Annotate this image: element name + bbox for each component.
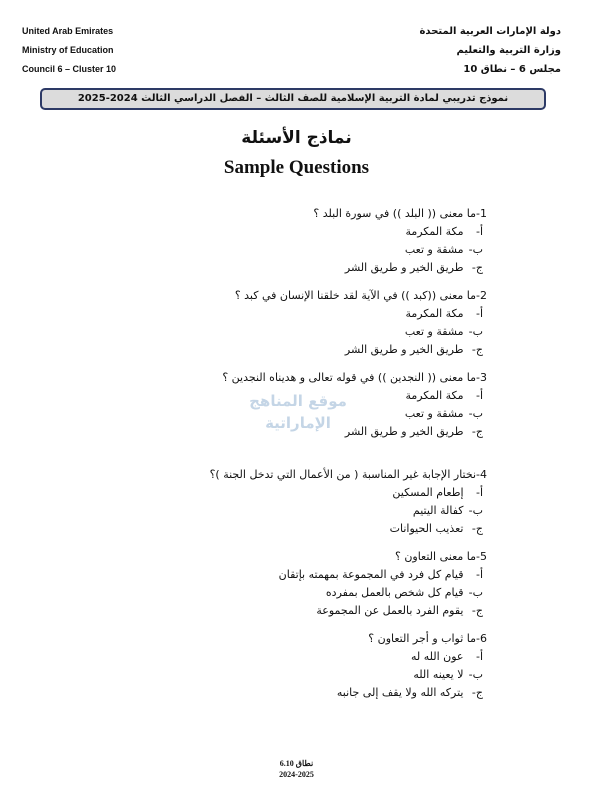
option-marker: ج-: [471, 604, 483, 617]
question-text: 6-ما ثواب و أجر التعاون ؟: [368, 632, 487, 645]
option-a: [279, 566, 487, 584]
option-a: [222, 387, 487, 405]
option-text: مشقة و تعب: [404, 407, 464, 420]
option-marker: ب-: [468, 504, 483, 517]
question-text: 3-ما معنى (( النجدين )) في قوله تعالى و هديناه النجدين ؟: [222, 371, 487, 384]
option-b: [337, 666, 487, 684]
option-marker: ب-: [468, 407, 483, 420]
option-c: [235, 341, 487, 359]
option-a: [210, 484, 487, 502]
subject-banner: نموذج تدريبي لمادة التربية الإسلامية للصف الثالث – الفصل الدراسي الثالث 2024-2025: [40, 88, 546, 110]
option-marker: ب-: [468, 586, 483, 599]
option-marker: ج-: [471, 261, 483, 274]
option-text: كفالة اليتيم: [412, 504, 464, 517]
option-a: [235, 305, 487, 323]
option-text: قيام كل فرد في المجموعة بمهمته بإتقان: [278, 568, 464, 581]
option-marker: ب-: [468, 668, 483, 681]
option-marker: ج-: [471, 686, 483, 699]
option-text: مشقة و تعب: [404, 325, 464, 338]
question-text: 1-ما معنى (( البلد )) في سورة البلد ؟: [313, 207, 487, 220]
page-footer: [0, 758, 593, 780]
option-marker: أ-: [475, 225, 483, 238]
option-marker: ج-: [471, 425, 483, 438]
option-text: مكة المكرمة: [405, 307, 464, 320]
header-council-ar: مجلس 6 – نطاق 10: [463, 64, 561, 75]
header-country-en: United Arab Emirates: [22, 26, 114, 36]
option-marker: ج-: [471, 522, 483, 535]
question-6: [337, 630, 487, 702]
option-marker: أ-: [475, 568, 483, 581]
question-2: [235, 287, 487, 359]
option-c: [337, 684, 487, 702]
option-text: طريق الخير و طريق الشر: [344, 343, 464, 356]
option-text: لا يعينه الله: [413, 668, 464, 681]
option-b: [235, 323, 487, 341]
option-marker: أ-: [475, 650, 483, 663]
option-a: [313, 223, 487, 241]
option-text: يتركه الله ولا يقف إلى جانبه: [336, 686, 464, 699]
question-1: [313, 205, 487, 277]
question-text: 5-ما معنى التعاون ؟: [394, 550, 487, 563]
option-b: [279, 584, 487, 602]
footer-year: 2024-2025: [279, 770, 314, 779]
question-5: [279, 548, 487, 620]
page-title-arabic: نماذج الأسئلة: [241, 128, 352, 148]
header-ministry-en: Ministry of Education: [22, 45, 114, 55]
option-b: [313, 241, 487, 259]
option-text: طريق الخير و طريق الشر: [344, 261, 464, 274]
option-text: مشقة و تعب: [404, 243, 464, 256]
option-marker: ب-: [468, 243, 483, 256]
option-b: [210, 502, 487, 520]
option-text: تعذيب الحيوانات: [389, 522, 464, 535]
question-text: 4-نختار الإجابة غير المناسبة ( من الأعمال التي تدخل الجنة )؟: [209, 468, 487, 481]
header-council-en: Council 6 – Cluster 10: [22, 64, 117, 74]
footer-cluster: نطاق 6.10: [279, 759, 314, 768]
question-3: [222, 369, 487, 441]
header-arabic: [420, 22, 561, 79]
option-marker: ب-: [468, 325, 483, 338]
option-marker: أ-: [475, 486, 483, 499]
option-marker: أ-: [475, 307, 483, 320]
option-marker: ج-: [471, 343, 483, 356]
option-text: قيام كل شخص بالعمل بمفرده: [325, 586, 464, 599]
option-text: مكة المكرمة: [405, 389, 464, 402]
option-c: [222, 423, 487, 441]
option-c: [279, 602, 487, 620]
page-title-english: Sample Questions: [223, 157, 370, 178]
option-marker: أ-: [475, 389, 483, 402]
header-english: [22, 22, 116, 79]
header-country-ar: دولة الإمارات العربية المتحدة: [419, 26, 561, 37]
option-text: إطعام المسكين: [392, 486, 464, 499]
question-4: [210, 466, 487, 538]
option-text: يقوم الفرد بالعمل عن المجموعة: [316, 604, 464, 617]
option-text: عون الله له: [410, 650, 464, 663]
option-c: [313, 259, 487, 277]
watermark-text: موقع المناهج الإماراتية: [249, 392, 347, 432]
option-a: [337, 648, 487, 666]
question-text: 2-ما معنى ((كبد )) في الآية لقد خلقنا الإنسان في كبد ؟: [234, 289, 487, 302]
option-text: مكة المكرمة: [405, 225, 464, 238]
option-text: طريق الخير و طريق الشر: [344, 425, 464, 438]
header-ministry-ar: وزارة التربية والتعليم: [456, 45, 561, 56]
option-c: [210, 520, 487, 538]
option-b: [222, 405, 487, 423]
